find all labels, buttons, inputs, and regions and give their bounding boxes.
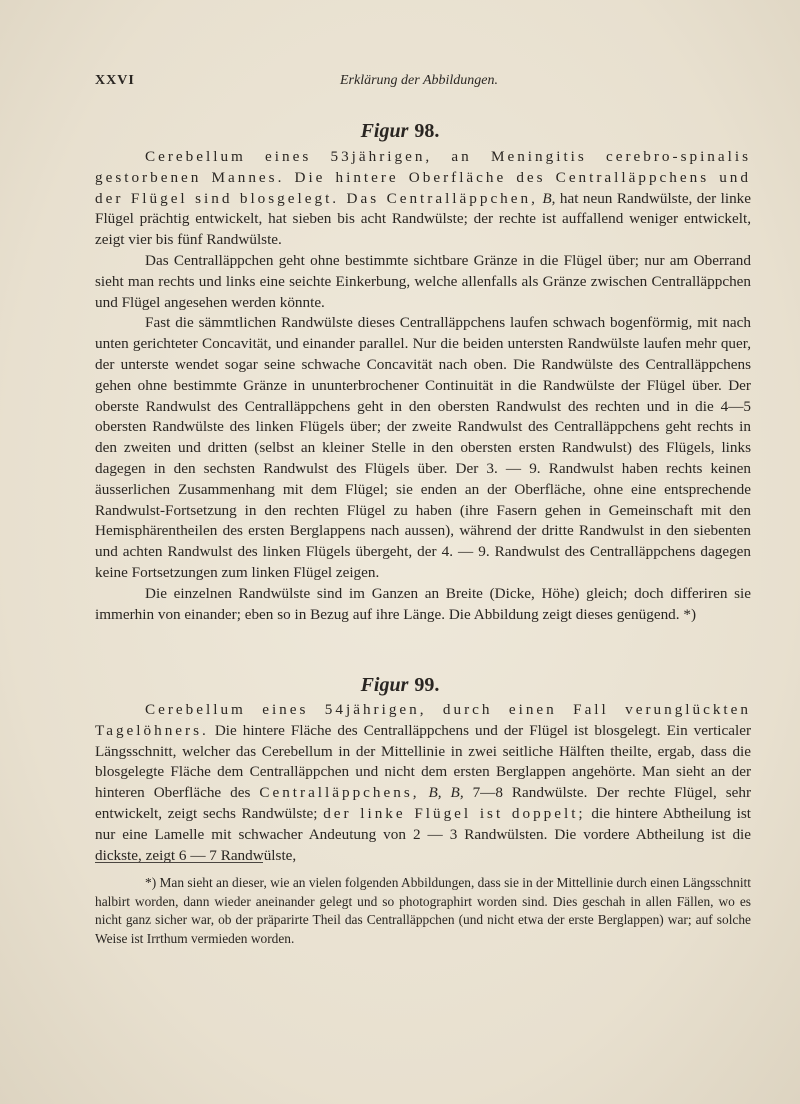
figure-99-heading-number: 99. [414, 674, 440, 696]
figure-98-paragraph-3: Fast die sämmtlichen Randwülste dieses Centralläppchens laufen schwach bogenförmig, mit nach unten gerichteter Concavität, und einander parallel. Nur die beiden untersten Randwülste laufen mehr quer, der unterste wendet sogar seine schwache Concavität nach oben. Die Randwülste des Centralläppchens gehen ohne bestimmte Gränze in ununterbrochener Continuität in die Randwülste der Flügel über. Der oberste Randwulst des Centralläppchens geht in den obersten Randwulst des rechten und in die 4—5 obersten Randwülste des linken Flügels über; der zweite Randwulst des Centralläppchens geht rechts in den zweiten und dritten (selbst an kleiner Stelle in den obersten ersten Randwulst) des Flügels, links dagegen in den sechsten Randwulst des Flügels über. Der 3. — 9. Randwulst haben rechts keinen äusserlichen Zusammenhang mit dem Flügel; sie enden an der Oberfläche, ohne eine entsprechende Randwulst-Fortsetzung in den rechten Flügel zu haben (ihre Fasern gehen in Gemeinschaft mit den Hemisphärentheilen des ersten Berglappens nach aussen), während der dritte Randwulst in den siebenten und achten Randwulst des linken Flügels übergeht, der 4. — 9. Randwulst des Centralläppchens dagegen keine Fortsetzungen zum linken Flügel zeigen. [95, 314, 751, 581]
page-header [95, 73, 755, 93]
footnote-text: *) Man sieht an dieser, wie an vielen folgenden Abbildungen, dass sie in der Mittellinie durch einen Längsschnitt halbirt worden, dann wieder aneinander gelegt und so photographirt worden sind. Dies geschah in allen Fällen, wo es nicht ganz sicher war, ob der präparirte Theil das Centralläppchen (und nicht etwa der erste Berglappen) war; auf solche Weise ist Irrthum vermieden worden. [95, 875, 751, 946]
figure-99-text-b: 7—8 Randwülste. Der rechte Flügel, sehr entwickelt, zeigt sechs Randwülste; [95, 784, 751, 822]
figure-99-intro-spaced: Cerebellum eines 54jährigen, durch einen Fall verunglückten Tagelöhners. [95, 701, 751, 739]
figure-99-text-a: Die hintere Fläche des Centralläppchens und der Flügel ist blosgelegt. Ein verticaler Längsschnitt, welcher das Cerebellum in der Mittellinie in zwei seitliche Hälften theilte, ergab, dass die blosgelegte Fläche dem Centralläppchen und nicht dem ersten Berglappen angehörte. Man sieht an der hinteren Oberfläche des [95, 721, 752, 802]
figure-98-paragraph-4: Die einzelnen Randwülste sind im Ganzen an Breite (Dicke, Höhe) gleich; doch differiren sie immerhin von einander; eben so in Bezug auf ihre Länge. Die Abbildung zeigt dieses genügend. *) [95, 584, 751, 623]
figure-99-paragraph-1 [95, 700, 751, 866]
figure-99-centrallaeppchens-spaced: Centralläppchens, [259, 784, 420, 802]
figure-99-linke-fluegel-spaced: der linke Flügel ist doppelt; [323, 804, 586, 822]
figure-98-intro-spaced: Cerebellum eines 53jährigen, an Meningitis cerebro-spinalis gestorbenen Mannes. Die hintere Oberfläche des Centralläppchens und der Flügel sind blosgelegt. Das Centralläppchen, [95, 148, 751, 207]
figure-98-intro-rest: , hat neun Randwülste, der linke Flügel prächtig entwickelt, hat sieben bis acht Randwülste; der rechte ist auffallend weniger entwickelt, zeigt vier bis fünf Randwülste. [95, 189, 752, 249]
running-title: Erklärung der Abbildungen. [340, 73, 499, 88]
figure-98-heading-word: Figur [360, 120, 409, 142]
figure-98-label-b: B [542, 189, 552, 207]
figure-98-paragraph-2: Das Centralläppchen geht ohne bestimmte sichtbare Gränze in die Flügel über; nur am Oberrand sieht man rechts und links eine seichte Einkerbung, welche allenfalls als Gränze zwischen Centralläppchen und Flügel angesehen werden könnte. [95, 251, 751, 311]
figure-99-text-c: die hintere Abtheilung ist nur eine Lamelle mit schwacher Andeutung von 2 — 3 Randwülsten. Die vordere Abtheilung ist die dickste, zeigt 6 — 7 Randwülste, [95, 804, 752, 864]
figure-99-heading-word: Figur [360, 674, 409, 696]
figure-99-label-bb: B, B, [428, 784, 464, 802]
figure-98-description [95, 147, 751, 625]
figure-98-heading-number: 98. [414, 120, 440, 142]
figure-98-heading [0, 120, 800, 143]
footnote [95, 874, 751, 948]
figure-99-description [95, 700, 751, 866]
page-number: XXVI [95, 73, 135, 88]
figure-98-paragraph-1 [95, 147, 751, 251]
footnote-rule [95, 862, 263, 863]
figure-99-heading [0, 674, 800, 697]
